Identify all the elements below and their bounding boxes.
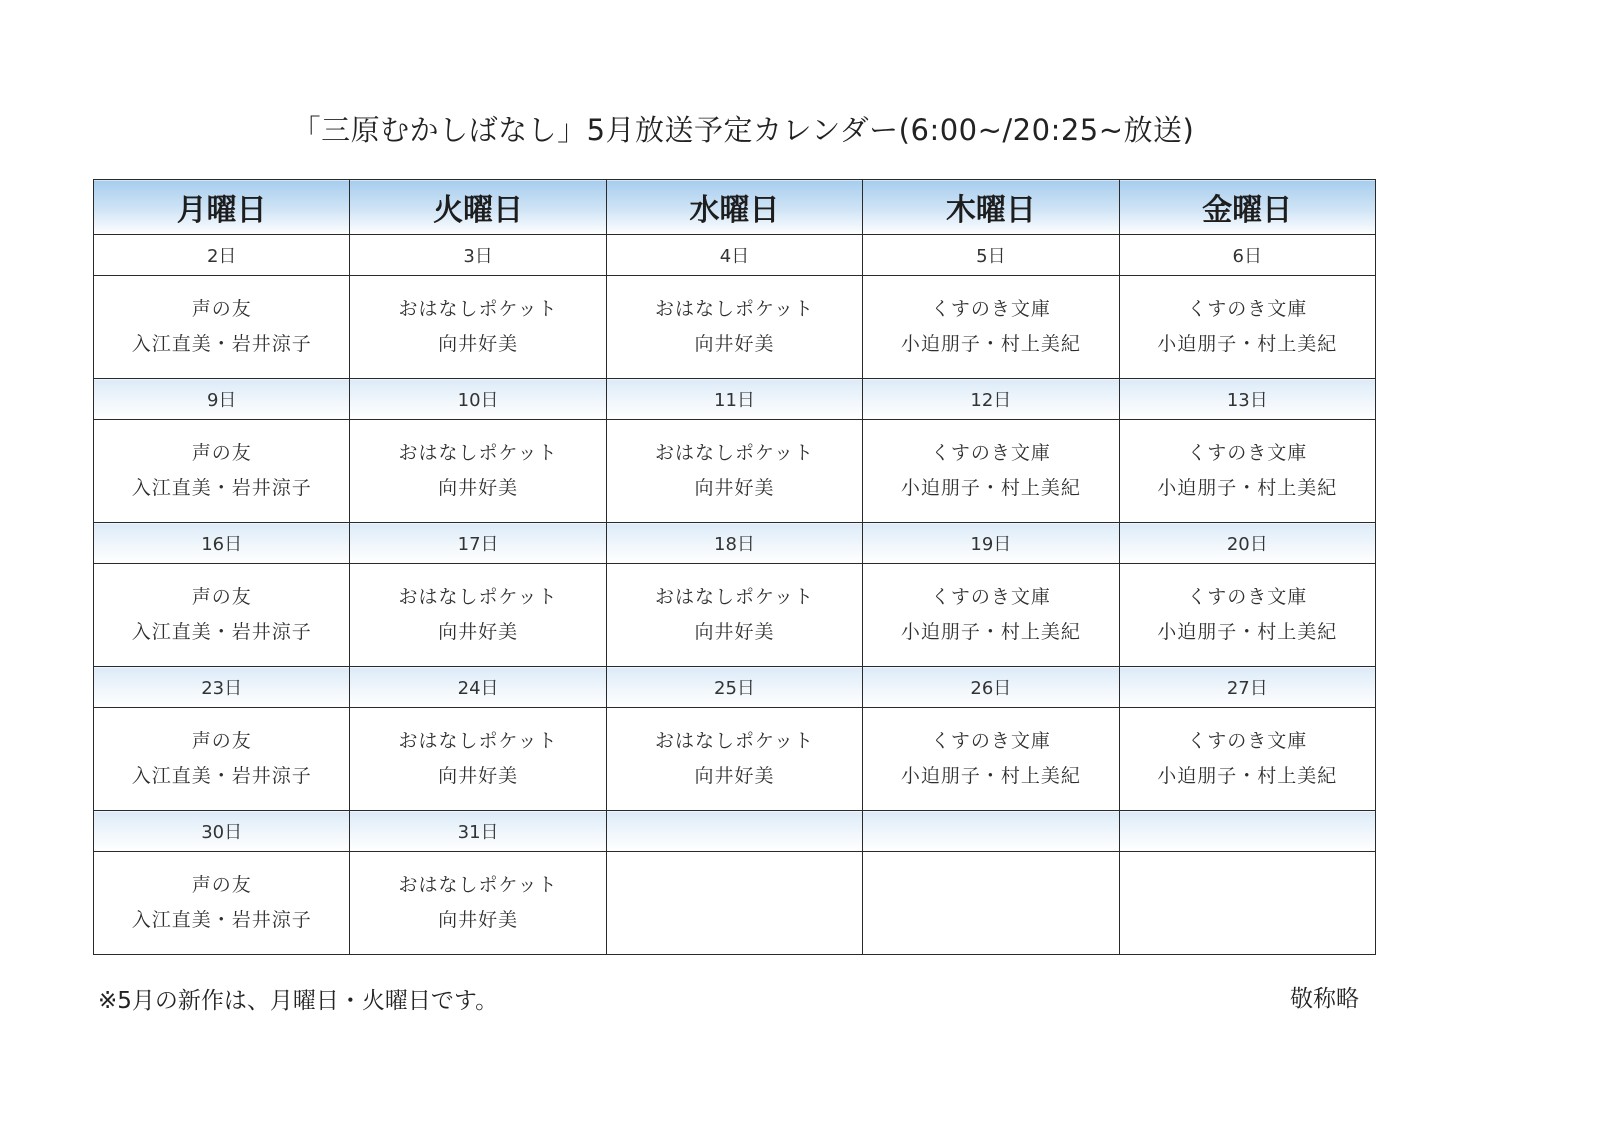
program-row xyxy=(94,420,1376,523)
program-performers: 向井好美 xyxy=(694,765,775,787)
program-cell xyxy=(863,276,1119,379)
program-cell xyxy=(863,564,1119,667)
date-cell: 12日 xyxy=(863,379,1119,420)
new-episode-note: ※5月の新作は、月曜日・火曜日です。 xyxy=(98,988,499,1014)
weekday-header-tuesday: 火曜日 xyxy=(350,180,606,235)
program-cell xyxy=(1119,852,1375,955)
date-cell: 18日 xyxy=(606,523,862,564)
date-row xyxy=(94,235,1376,276)
date-cell xyxy=(1119,811,1375,852)
program-performers: 小迫朋子・村上美紀 xyxy=(1157,477,1338,499)
program-cell xyxy=(1119,276,1375,379)
program-title: 声の友 xyxy=(191,586,252,608)
program-cell xyxy=(350,420,606,523)
weekday-header-monday: 月曜日 xyxy=(94,180,350,235)
weekday-header-friday: 金曜日 xyxy=(1119,180,1375,235)
program-cell xyxy=(606,420,862,523)
program-title: おはなしポケット xyxy=(398,730,558,752)
date-cell: 17日 xyxy=(350,523,606,564)
program-cell xyxy=(863,852,1119,955)
date-cell: 30日 xyxy=(94,811,350,852)
date-cell: 19日 xyxy=(863,523,1119,564)
program-title: おはなしポケット xyxy=(654,442,814,464)
program-cell xyxy=(1119,564,1375,667)
program-title: くすのき文庫 xyxy=(930,586,1051,608)
program-cell xyxy=(606,852,862,955)
date-row xyxy=(94,811,1376,852)
program-title: くすのき文庫 xyxy=(930,730,1051,752)
program-cell xyxy=(1119,708,1375,811)
weekday-header-row xyxy=(94,180,1376,235)
program-cell xyxy=(606,564,862,667)
program-title: おはなしポケット xyxy=(398,586,558,608)
date-cell: 3日 xyxy=(350,235,606,276)
program-title: くすのき文庫 xyxy=(1187,586,1308,608)
date-row xyxy=(94,379,1376,420)
program-title: くすのき文庫 xyxy=(930,298,1051,320)
program-performers: 小迫朋子・村上美紀 xyxy=(900,333,1081,355)
date-cell: 10日 xyxy=(350,379,606,420)
program-cell xyxy=(1119,420,1375,523)
program-cell xyxy=(606,708,862,811)
program-title: くすのき文庫 xyxy=(1187,730,1308,752)
program-performers: 入江直美・岩井涼子 xyxy=(131,621,312,643)
date-cell: 11日 xyxy=(606,379,862,420)
program-performers: 小迫朋子・村上美紀 xyxy=(900,621,1081,643)
program-title: 声の友 xyxy=(191,874,252,896)
program-cell xyxy=(863,420,1119,523)
program-title: 声の友 xyxy=(191,730,252,752)
program-performers: 向井好美 xyxy=(438,621,519,643)
date-cell: 13日 xyxy=(1119,379,1375,420)
date-cell: 23日 xyxy=(94,667,350,708)
program-title: おはなしポケット xyxy=(654,586,814,608)
date-cell: 6日 xyxy=(1119,235,1375,276)
program-cell xyxy=(94,564,350,667)
program-cell xyxy=(863,708,1119,811)
date-cell: 25日 xyxy=(606,667,862,708)
program-performers: 入江直美・岩井涼子 xyxy=(131,909,312,931)
program-performers: 向井好美 xyxy=(438,909,519,931)
weekday-header-thursday: 木曜日 xyxy=(863,180,1119,235)
date-cell: 27日 xyxy=(1119,667,1375,708)
program-title: くすのき文庫 xyxy=(1187,298,1308,320)
program-title: おはなしポケット xyxy=(654,298,814,320)
program-title: おはなしポケット xyxy=(398,298,558,320)
program-performers: 向井好美 xyxy=(438,765,519,787)
program-title: おはなしポケット xyxy=(654,730,814,752)
date-cell: 26日 xyxy=(863,667,1119,708)
program-cell xyxy=(94,852,350,955)
program-title: おはなしポケット xyxy=(398,874,558,896)
program-title: くすのき文庫 xyxy=(1187,442,1308,464)
program-cell xyxy=(94,708,350,811)
honorifics-omitted-note: 敬称略 xyxy=(1290,986,1359,1012)
program-cell xyxy=(606,276,862,379)
program-title: 声の友 xyxy=(191,298,252,320)
program-cell xyxy=(94,276,350,379)
date-cell: 16日 xyxy=(94,523,350,564)
program-cell xyxy=(350,564,606,667)
program-performers: 小迫朋子・村上美紀 xyxy=(900,765,1081,787)
program-performers: 向井好美 xyxy=(694,333,775,355)
broadcast-calendar xyxy=(93,179,1376,955)
program-performers: 向井好美 xyxy=(438,477,519,499)
program-title: 声の友 xyxy=(191,442,252,464)
date-cell: 24日 xyxy=(350,667,606,708)
program-performers: 向井好美 xyxy=(438,333,519,355)
program-title: くすのき文庫 xyxy=(930,442,1051,464)
program-performers: 向井好美 xyxy=(694,477,775,499)
program-row xyxy=(94,564,1376,667)
date-cell xyxy=(863,811,1119,852)
date-row xyxy=(94,667,1376,708)
date-cell: 31日 xyxy=(350,811,606,852)
program-performers: 入江直美・岩井涼子 xyxy=(131,765,312,787)
program-cell xyxy=(350,276,606,379)
program-title: おはなしポケット xyxy=(398,442,558,464)
weekday-header-wednesday: 水曜日 xyxy=(606,180,862,235)
calendar-body xyxy=(94,235,1376,955)
date-cell: 5日 xyxy=(863,235,1119,276)
date-cell: 9日 xyxy=(94,379,350,420)
program-performers: 入江直美・岩井涼子 xyxy=(131,333,312,355)
date-cell: 20日 xyxy=(1119,523,1375,564)
page-title: 「三原むかしばなし」5月放送予定カレンダー(6:00~/20:25~放送) xyxy=(291,113,1195,147)
date-cell: 2日 xyxy=(94,235,350,276)
program-performers: 入江直美・岩井涼子 xyxy=(131,477,312,499)
program-cell xyxy=(350,852,606,955)
date-row xyxy=(94,523,1376,564)
program-performers: 小迫朋子・村上美紀 xyxy=(1157,621,1338,643)
program-performers: 向井好美 xyxy=(694,621,775,643)
program-cell xyxy=(94,420,350,523)
date-cell xyxy=(606,811,862,852)
program-row xyxy=(94,852,1376,955)
program-row xyxy=(94,276,1376,379)
date-cell: 4日 xyxy=(606,235,862,276)
program-performers: 小迫朋子・村上美紀 xyxy=(1157,333,1338,355)
program-row xyxy=(94,708,1376,811)
program-performers: 小迫朋子・村上美紀 xyxy=(900,477,1081,499)
program-cell xyxy=(350,708,606,811)
program-performers: 小迫朋子・村上美紀 xyxy=(1157,765,1338,787)
